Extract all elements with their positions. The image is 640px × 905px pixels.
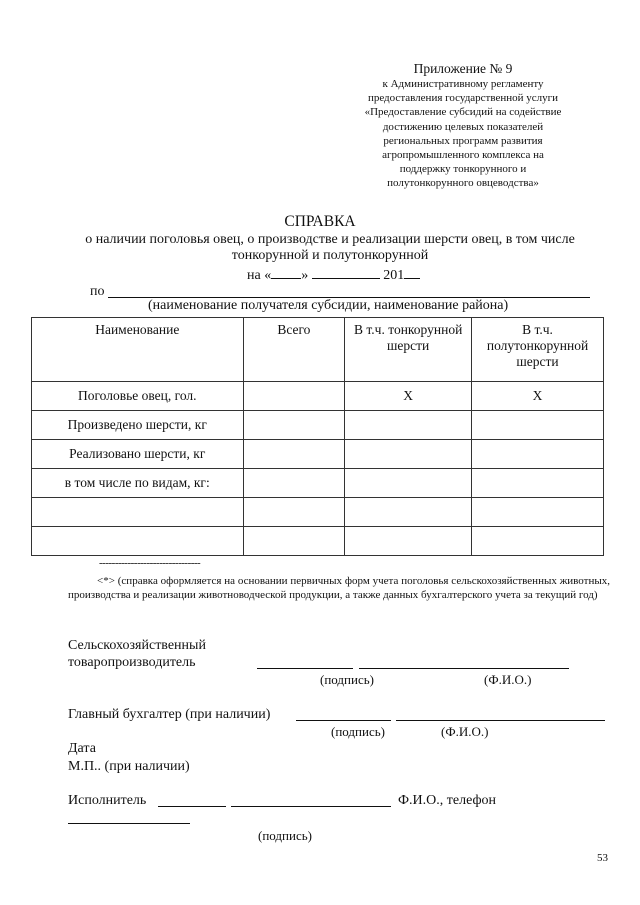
page-number: 53	[597, 852, 608, 864]
table-cell: Реализовано шерсти, кг	[32, 440, 244, 469]
producer-signature-field[interactable]	[257, 668, 353, 669]
date-label: Дата	[68, 741, 96, 756]
appendix-line: региональных программ развития	[383, 134, 543, 147]
table-row	[32, 440, 604, 469]
date-mid: »	[301, 268, 312, 283]
table-cell[interactable]	[345, 498, 472, 527]
table-row	[32, 411, 604, 440]
appendix-header	[338, 60, 588, 191]
recipient-caption: (наименование получателя субсидии, наименование района)	[148, 298, 509, 313]
table-cell: в том числе по видам, кг:	[32, 469, 244, 498]
column-header: В т.ч. тонкорунной шерсти	[345, 318, 472, 382]
executor-suffix: Ф.И.О., телефон	[398, 793, 497, 808]
executor-name-field[interactable]	[231, 806, 391, 807]
table-cell[interactable]	[345, 411, 472, 440]
table-cell[interactable]	[243, 440, 345, 469]
accountant-signature-field[interactable]	[296, 720, 391, 721]
table-cell[interactable]	[243, 382, 345, 411]
appendix-line: предоставления государственной услуги	[367, 92, 559, 105]
column-header: Наименование	[32, 318, 244, 382]
table-cell[interactable]	[472, 411, 604, 440]
date-prefix: на «	[247, 268, 272, 283]
stamp-label: М.П.. (при наличии)	[68, 759, 190, 774]
accountant-label: Главный бухгалтер (при наличии)	[68, 707, 271, 722]
appendix-line: полутонкорунного овцеводства»	[387, 177, 539, 190]
appendix-line: поддержку тонкорунного и	[399, 163, 527, 176]
table-cell[interactable]	[345, 440, 472, 469]
executor-extra-field[interactable]	[68, 823, 190, 824]
table-cell: Произведено шерсти, кг	[32, 411, 244, 440]
table-row	[32, 469, 604, 498]
producer-label-line1: Сельскохозяйственный	[68, 638, 206, 653]
table-cell[interactable]	[472, 498, 604, 527]
date-line	[247, 266, 420, 284]
footnote-text: <*> (справка оформляется на основании первичных форм учета поголовья сельскохозяйственных животных, производства и реализации животноводческой продукции, а также данных бухгалтерского учета за текущий год)	[68, 575, 610, 601]
footnote-separator: --------------------------------	[99, 557, 201, 569]
table-header-row	[32, 318, 604, 382]
producer-fio-caption: (Ф.И.О.)	[484, 672, 532, 687]
table-cell[interactable]	[243, 498, 345, 527]
table-row	[32, 382, 604, 411]
document-subtitle	[20, 232, 640, 264]
subtitle-line: о наличии поголовья овец, о производстве и реализации шерсти овец, в том числе	[85, 232, 575, 247]
recipient-prefix: по	[90, 284, 105, 299]
table-cell[interactable]	[345, 469, 472, 498]
executor-sign-caption: (подпись)	[258, 828, 312, 843]
table-cell[interactable]	[472, 440, 604, 469]
table-cell[interactable]	[472, 527, 604, 556]
column-header: В т.ч. полутонкорунной шерсти	[472, 318, 604, 382]
accountant-fio-field[interactable]	[396, 720, 605, 721]
data-table	[31, 317, 604, 556]
table-row	[32, 527, 604, 556]
date-year: 201	[379, 268, 405, 283]
table-cell[interactable]	[243, 469, 345, 498]
table-cell: Поголовье овец, гол.	[32, 382, 244, 411]
accountant-fio-caption: (Ф.И.О.)	[441, 724, 489, 739]
appendix-line: к Административному регламенту	[382, 78, 544, 90]
appendix-line: агропромышленного комплекса на	[382, 149, 544, 162]
table-cell[interactable]	[345, 527, 472, 556]
table-row	[32, 498, 604, 527]
executor-signature-field[interactable]	[158, 806, 226, 807]
subtitle-line: тонкорунной и полутонкорунной	[231, 248, 429, 263]
producer-label-line2: товаропроизводитель	[68, 655, 196, 670]
year-field[interactable]	[404, 266, 420, 279]
producer-sign-caption: (подпись)	[320, 672, 374, 687]
table-cell[interactable]	[243, 527, 345, 556]
table-cell[interactable]	[32, 527, 244, 556]
table-cell[interactable]	[472, 469, 604, 498]
producer-fio-field[interactable]	[359, 668, 569, 669]
appendix-title: Приложение № 9	[413, 61, 513, 76]
executor-label: Исполнитель	[68, 793, 147, 808]
column-header: Всего	[243, 318, 345, 382]
table-cell[interactable]	[32, 498, 244, 527]
appendix-line: «Предоставление субсидий на содействие	[364, 106, 562, 119]
month-field[interactable]	[312, 266, 380, 279]
document-title: СПРАВКА	[284, 213, 356, 230]
table-cell: X	[345, 382, 472, 411]
accountant-sign-caption: (подпись)	[331, 724, 385, 739]
table-cell[interactable]	[243, 411, 345, 440]
appendix-line: достижению целевых показателей	[382, 120, 544, 133]
day-field[interactable]	[271, 266, 301, 279]
table-cell: X	[472, 382, 604, 411]
